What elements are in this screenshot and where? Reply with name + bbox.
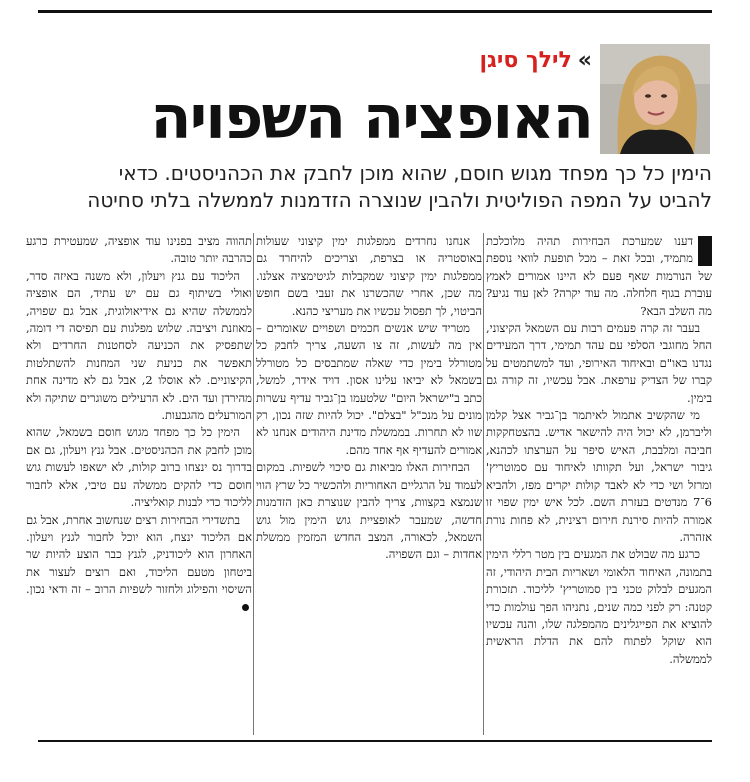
author-photo bbox=[600, 44, 710, 154]
author-byline bbox=[479, 42, 588, 78]
article-column-3 bbox=[26, 233, 252, 735]
article-column-2 bbox=[256, 233, 482, 735]
article-column-1 bbox=[486, 233, 712, 735]
paragraph: הבחירות האלו מביאות גם סיכוי לשפיות. במקום לעמוד על הרגליים האחוריות ולהכשיר כל שרץ הווי שנמצא בקצוות, צריך להבין שנוצרת כאן הזדמנות חדשה, שמעבר לאופציית גוש הימין מול גוש השמאל, לכאורה, המצב החדש המזמין ממשלת אחדות – וגם השפויה. bbox=[256, 460, 482, 562]
paragraph: אנחנו נחרדים ממפלגות ימין קיצוני שעולות באוסטריה או בצרפת, וצריכים להיחרד גם ממפלגות ימין קיצוני שמקבלות לגיטימציה אצלנו. מה שכן, אחרי שהכשרנו את זעבי בשם חופש הביטוי, לך תפסול עכשיו את מעריצי כהנא. bbox=[256, 234, 482, 318]
subhead-line: הימין כל כך מפחד מגוש חוסם, שהוא מוכן לחבק את הכהניסטים. כדאי bbox=[118, 161, 712, 185]
paragraph: בתשדירי הבחירות רצים שנחשוב אחרת, אבל גם אם הליכוד ינצח, הוא יוכל לחבור לגנץ ויעלון. האחרון הוא ליכודניק, לגנץ כבר הוצע להיות שר ביטחון מטעם הליכוד, ואם רוצים לעצור את השיסוי והפילוג ולחזור לשפיות הרוב – זה ודאי נכון. bbox=[26, 512, 252, 616]
article-subhead bbox=[38, 160, 712, 214]
article-headline: האופציה השפויה bbox=[150, 83, 592, 153]
top-rule bbox=[38, 10, 712, 13]
column-divider bbox=[483, 233, 484, 735]
bottom-rule bbox=[38, 740, 712, 742]
chevron-icon: » bbox=[577, 47, 588, 73]
column-divider bbox=[253, 233, 254, 735]
paragraph: דענו שמערכת הבחירות תהיה מלוכלכת מתמיד, ובכל זאת – מכל תופעת לוואי נוספת של הנורמות שאף פעם לא היינו אמורים לאמץ עוברת בגוף חלחלה. מה עוד יקרה? לאן עוד נגיע? מה השלב הבא? bbox=[486, 234, 712, 318]
drop-cap bbox=[698, 236, 712, 266]
paragraph: מטריד שיש אנשים חכמים ושפויים שאומרים – אין מה לעשות, זה צו השעה, צריך לחבק כל מטורלל בימין כדי שאלה שמתבסים כל מטורלל בשמאל לא יביאו עלינו אסון. דויד אידר, למשל, כתב ב"ישראל היום" שלטעמו בן־גביר עדיף עשרות מונים על מנכ"ל "בצלם". יכול להיות שזה נכון, רק שוו לא תחרות. בממשלת מדינת היהודים אנחנו לא אמורים להעדיף אף אחד מהם. bbox=[256, 321, 482, 457]
paragraph: תהווה מציב בפנינו עוד אופציה, שמעטירת כרגע כהרבה יותר טובה. bbox=[26, 234, 252, 266]
paragraph: בעבר זה קרה פעמים רבות עם השמאל הקיצוני, החל מחוגבי הסלפי עם עהד תמימי, דרך המעידים נגדנו באו"ם ובאיחוד האירופי, ועד למשתמטים על קברו של הצדיק ערפאת. אבל עכשיו, זה קורה גם בימין. bbox=[486, 321, 712, 405]
paragraph: כרגע מה שבולט את המגעים בין מטר רללי הימין בתמונה, האיחוד הלאומי ושאריות הבית היהודי, זה המגעים לבלוק טכני בין סמוטריץ' לליכוד. תזכורת קטנה: רק לפני כמה שנים, נתניהו הפך עולמות כדי להוציא את הפייגלינים מהמפלגה שלו, והנה עכשיו הוא שוקל לפתוח להם את הדלת הראשית לממשלה. bbox=[486, 547, 712, 666]
subhead-line: להביט על המפה הפוליטית ולהבין שנוצרה הזדמנות לממשלה בלתי סחיטה bbox=[87, 188, 712, 212]
paragraph: הליכוד עם גנץ ויעלון, ולא משנה באיזה סדר, ואולי בשיתוף גם עם יש עתיד, הם אופציה לממשלה שהיא גם אידיאולוגית, אבל גם שפויה, מאוזנת ויציבה. שלוש מפלגות עם תפיסה די דומה, שתפסיק את הכניעה לסחטנות החרדים ולא תאפשר את כניעת שני המחנות להשתלטות הקיצוניים. לא אוסלו 2, אבל גם לא מדינה אחת מהירדן ועד הים. לא הרעילים משוגרים שתיקה ולא המורעלים מהגבעות. bbox=[26, 268, 252, 423]
paragraph: מי שהקשיב אתמול לאיתמר בן־גביר אצל קלמן וליברמן, לא יכול היה להישאר אדיש. בהצטחקקות חביבה ומלבבת, האיש סיפר על הערצתו לכהנא, גיבור ישראל, ועל תקוותו לאיחוד עם סמוטריץ' ומרזל ושי כדי לא לאבד קולות יקרים מפז, ולהביא 6־7 מנדטים בעזרת השם. לכל איש ימין שפוי זו אמורה להיות סירנת חירום רצינית, לא פחות נורת אזהרה. bbox=[486, 408, 712, 544]
paragraph: הימין כל כך מפחד מגוש חוסם בשמאל, שהוא מוכן לחבק את הכהניסטים. אבל גנץ ויעלון, גם אם בדרוך נס ינצחו ברוב קולות, לא ישאפו לעשות גוש חוסם כדי להקים ממשלה עם טיבי, אלא לחבור לליכוד כדי לבנות קואליציה. bbox=[26, 425, 252, 510]
author-name: לילך סיגן bbox=[479, 47, 572, 73]
end-mark-icon bbox=[242, 604, 249, 611]
